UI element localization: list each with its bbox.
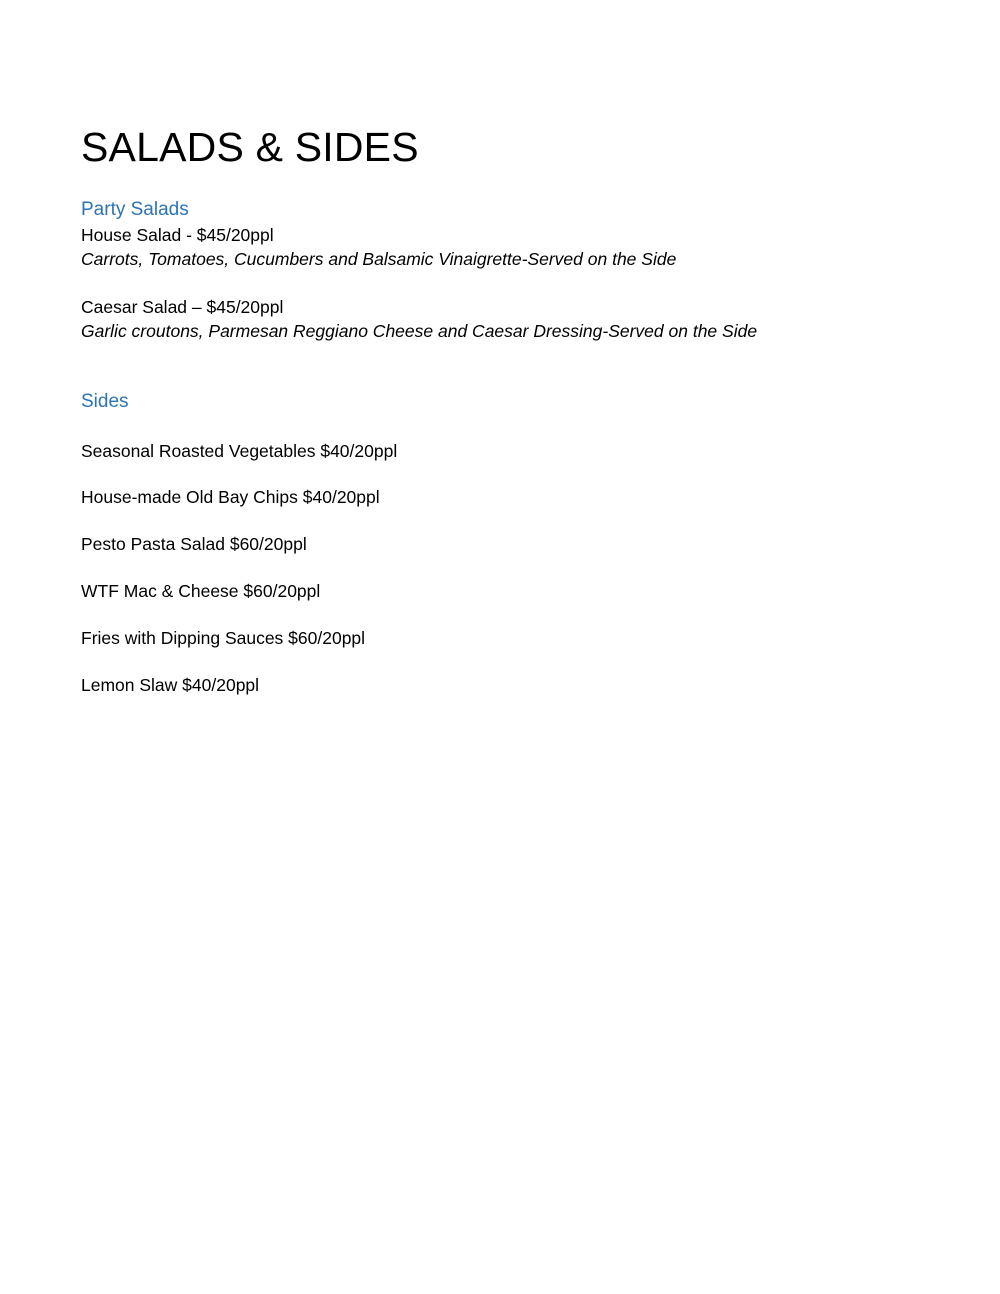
side-item: Fries with Dipping Sauces $60/20ppl	[81, 628, 366, 648]
side-item: Seasonal Roasted Vegetables $40/20ppl	[81, 441, 398, 461]
side-item: Pesto Pasta Salad $60/20ppl	[81, 534, 307, 554]
side-item: WTF Mac & Cheese $60/20ppl	[81, 581, 321, 601]
party-salads-heading: Party Salads	[81, 199, 189, 220]
house-salad-description: Carrots, Tomatoes, Cucumbers and Balsamic Vinaigrette-Served on the Side	[81, 249, 677, 269]
sides-heading: Sides	[81, 391, 129, 412]
side-item: House-made Old Bay Chips $40/20ppl	[81, 487, 380, 507]
page-title: SALADS & SIDES	[81, 124, 419, 170]
side-item: Lemon Slaw $40/20ppl	[81, 675, 260, 695]
house-salad-name: House Salad - $45/20ppl	[81, 225, 274, 245]
caesar-salad-description: Garlic croutons, Parmesan Reggiano Cheese and Caesar Dressing-Served on the Side	[81, 321, 758, 341]
caesar-salad-name: Caesar Salad – $45/20ppl	[81, 297, 284, 317]
